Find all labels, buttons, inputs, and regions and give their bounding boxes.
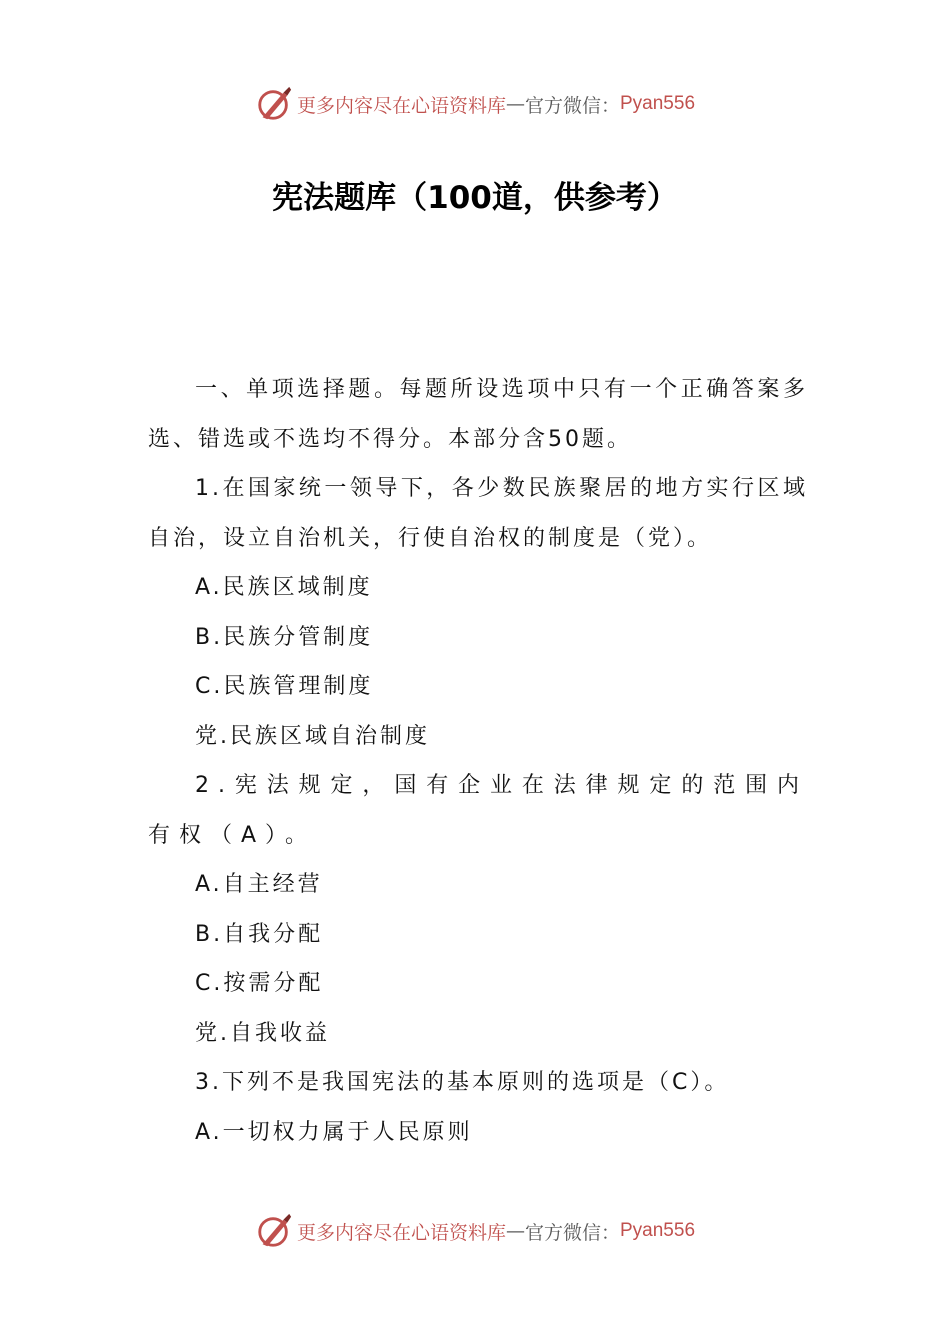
question-option: A.自主经营 (195, 872, 323, 897)
question-option: A.民族区域制度 (195, 575, 373, 600)
question-option: C.按需分配 (195, 971, 324, 996)
banner-dash: — (505, 93, 525, 115)
header-banner (0, 84, 950, 124)
banner-wechat-id: Pyan556 (620, 93, 696, 114)
page-title: 宪法题库（100道，供参考） (272, 180, 678, 216)
question-option: C.民族管理制度 (195, 674, 374, 699)
question-option: 党.民族区域自治制度 (195, 723, 430, 749)
question-stem: 1.在国家统一领导下，各少数民族聚居的地方实行区域自治，设立自治机关，行使自治权的制度是（党）。 (148, 476, 808, 551)
footer-banner (0, 1211, 950, 1251)
banner-official-text: 官方微信： (524, 94, 620, 117)
document-body (148, 365, 808, 1157)
question-option: B.自我分配 (195, 921, 324, 947)
banner-dash: — (505, 1220, 525, 1242)
question-option: A.一切权力属于人民原则 (195, 1119, 473, 1145)
section-heading: 一、单项选择题。每题所设选项中只有一个正确答案多选、错选或不选均不得分。本部分含50题。 (148, 377, 808, 452)
banner-site-text: 更多内容尽在心语资料库 (296, 1221, 506, 1244)
question-stem: 3.下列不是我国宪法的基本原则的选项是（C）。 (195, 1070, 730, 1095)
banner-official-text: 官方微信： (524, 1221, 620, 1244)
banner-site-text: 更多内容尽在心语资料库 (296, 94, 506, 117)
banner-wechat-id: Pyan556 (620, 1220, 696, 1241)
question-option: B.民族分管制度 (195, 624, 374, 650)
question-option: 党.自我收益 (195, 1020, 330, 1046)
question-stem: 2.宪法规定，国有企业在法律规定的范围内有权（A）。 (148, 773, 808, 848)
pen-circle-logo-icon (255, 1212, 293, 1250)
pen-circle-logo-icon (255, 85, 293, 123)
